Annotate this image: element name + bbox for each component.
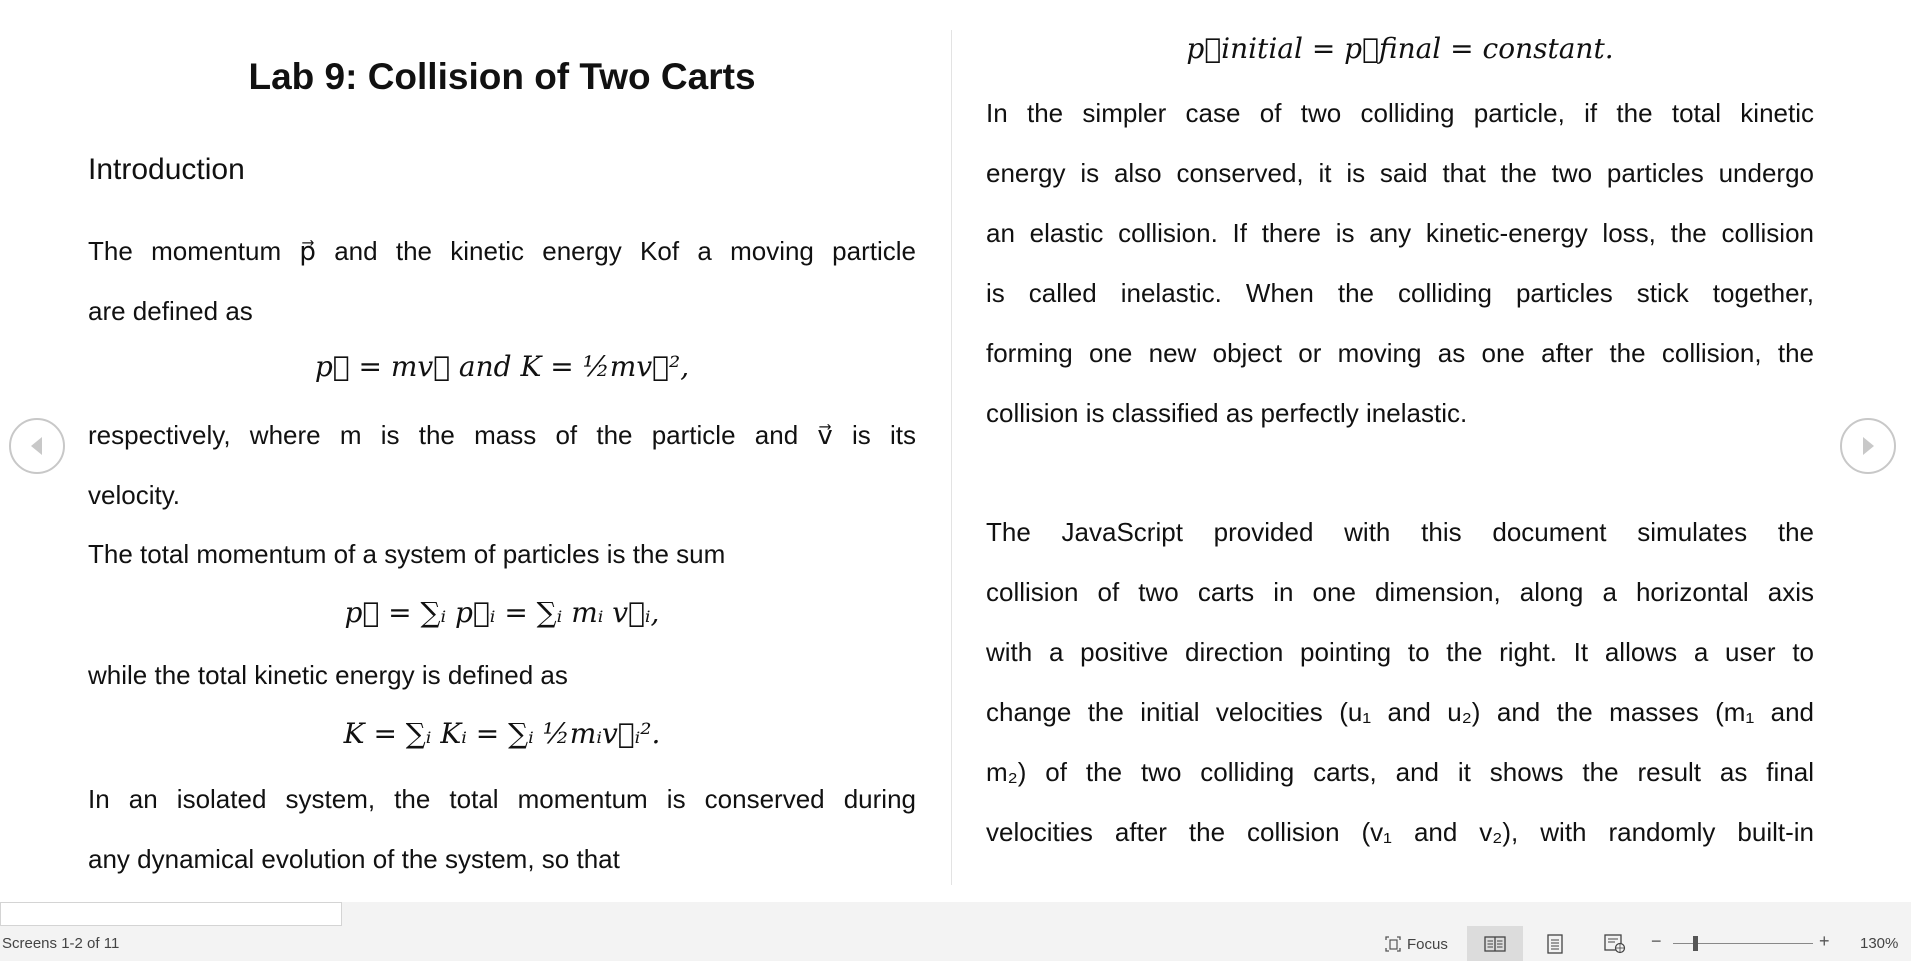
- paragraph-respectively: [88, 405, 916, 525]
- zoom-slider[interactable]: [1651, 933, 1831, 955]
- text-line: energy is also conserved, it is said that the two particles undergo: [986, 158, 1814, 188]
- text-line: The momentum p⃗ and the kinetic energy Kof a moving particle: [88, 236, 916, 266]
- text-line: velocities after the collision (v₁ and v₂), with randomly built-in: [986, 817, 1814, 847]
- zoom-in-button[interactable]: +: [1819, 931, 1830, 951]
- text-line: any dynamical evolution of the system, so that: [88, 844, 620, 874]
- scrollbar-thumb[interactable]: [0, 902, 342, 926]
- text-line: while the total kinetic energy is defined as: [88, 660, 568, 690]
- paragraph-isolated-system: [88, 769, 916, 889]
- text-line: with a positive direction pointing to the right. It allows a user to: [986, 637, 1814, 667]
- equation-conservation: p⃗initial = p⃗final = constant.: [1186, 32, 1614, 65]
- section-heading: Introduction: [88, 153, 245, 186]
- text-line: respectively, where m is the mass of the particle and v⃗ is its: [88, 420, 916, 450]
- focus-label: Focus: [1407, 935, 1448, 953]
- web-layout-icon: [1604, 934, 1626, 954]
- text-line: In the simpler case of two colliding particle, if the total kinetic: [986, 98, 1814, 128]
- paragraph-kinetic-energy: [88, 645, 916, 705]
- equation-total-kinetic-energy: K = ∑ᵢ Kᵢ = ∑ᵢ ½mᵢv⃗ᵢ².: [343, 717, 661, 750]
- zoom-level[interactable]: 130%: [1860, 935, 1899, 952]
- screen-divider: [951, 30, 952, 885]
- text-line: is called inelastic. When the colliding particles stick together,: [986, 278, 1814, 308]
- text-line: change the initial velocities (u₁ and u₂) and the masses (m₁ and: [986, 697, 1814, 727]
- text-line: The JavaScript provided with this document simulates the: [986, 517, 1814, 547]
- print-layout-icon: [1546, 934, 1564, 954]
- text-line: collision is classified as perfectly inelastic.: [986, 398, 1468, 428]
- read-mode-button[interactable]: [1467, 926, 1523, 961]
- horizontal-scrollbar[interactable]: [0, 902, 1911, 926]
- equation-total-momentum: p⃗ = ∑ᵢ p⃗ᵢ = ∑ᵢ mᵢ v⃗ᵢ,: [344, 596, 660, 629]
- previous-screen-button[interactable]: [9, 418, 65, 474]
- next-screen-icon: [1858, 435, 1878, 457]
- text-line: collision of two carts in one dimension, along a horizontal axis: [986, 577, 1814, 607]
- prev-screen-icon: [27, 435, 47, 457]
- zoom-knob[interactable]: [1693, 936, 1698, 951]
- text-line: an elastic collision. If there is any kinetic-energy loss, the collision: [986, 218, 1814, 248]
- paragraph-total-momentum: [88, 524, 916, 584]
- text-line: forming one new object or moving as one after the collision, the: [986, 338, 1814, 368]
- page-count[interactable]: Screens 1-2 of 11: [2, 935, 120, 952]
- read-mode-icon: [1484, 935, 1506, 953]
- text-line: In an isolated system, the total momentum is conserved during: [88, 784, 916, 814]
- text-line: are defined as: [88, 296, 253, 326]
- status-bar: [0, 926, 1911, 961]
- text-line: m₂) of the two colliding carts, and it shows the result as final: [986, 757, 1814, 787]
- next-screen-button[interactable]: [1840, 418, 1896, 474]
- text-line: velocity.: [88, 480, 180, 510]
- zoom-out-button[interactable]: −: [1651, 931, 1662, 951]
- focus-icon: [1383, 934, 1403, 954]
- paragraph-javascript-simulation: [986, 502, 1814, 862]
- document-title: Lab 9: Collision of Two Carts: [248, 56, 756, 97]
- print-layout-button[interactable]: [1527, 926, 1583, 961]
- equation-definitions: p⃗ = mv⃗ and K = ½mv⃗²,: [314, 350, 690, 383]
- paragraph-momentum: [88, 221, 916, 341]
- web-layout-button[interactable]: [1587, 926, 1643, 961]
- focus-button[interactable]: [1383, 932, 1448, 956]
- paragraph-collision-types: [986, 83, 1814, 443]
- text-line: The total momentum of a system of particles is the sum: [88, 539, 726, 569]
